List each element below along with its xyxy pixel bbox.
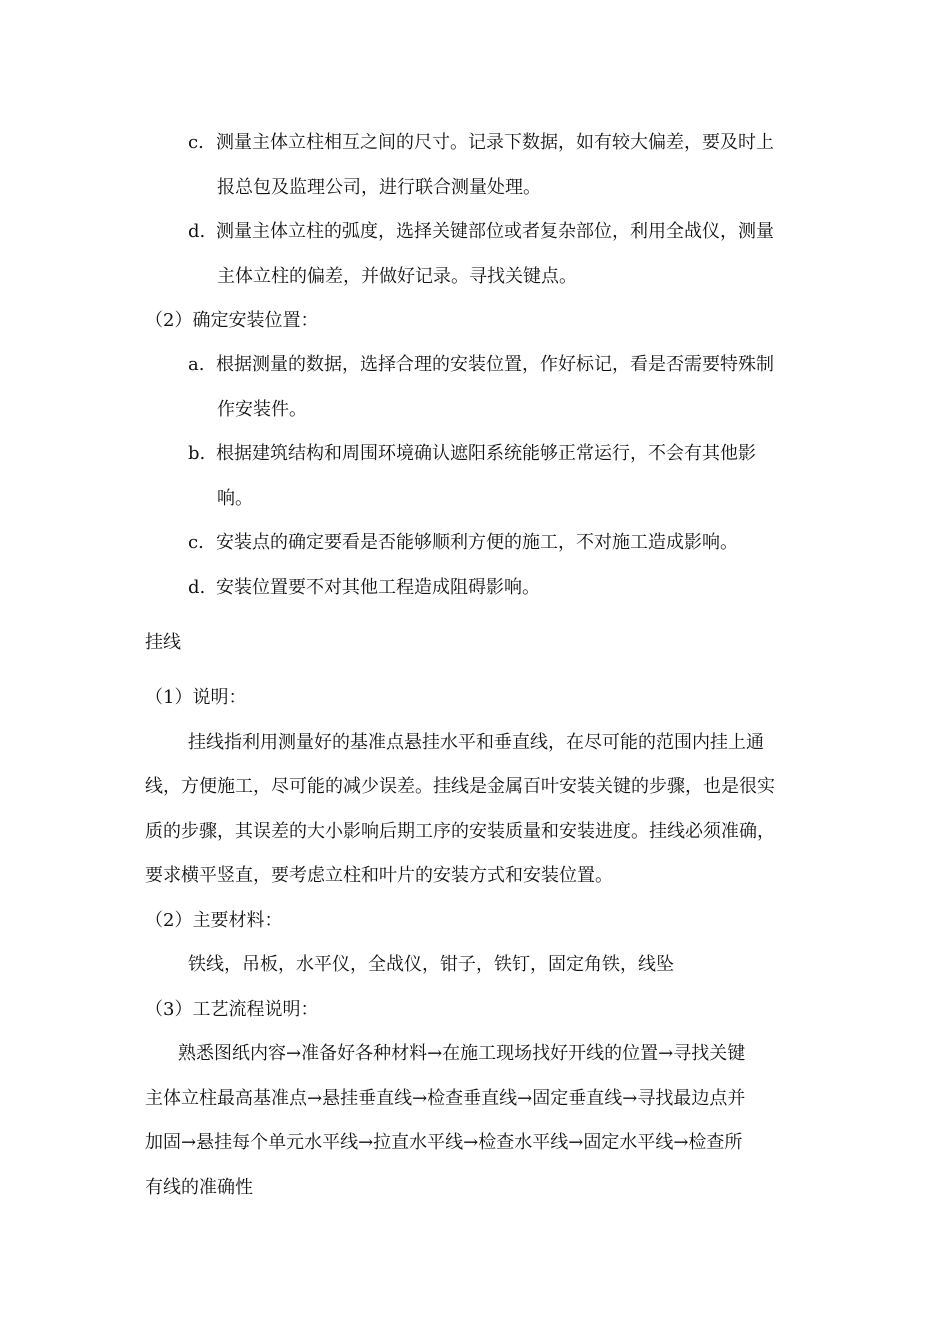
survey-item-c-continuation: 报总包及监理公司，进行联合测量处理。 <box>217 177 541 198</box>
position-item-a <box>188 353 774 377</box>
position-item-a-continuation: 作安装件。 <box>217 399 307 420</box>
survey-item-d-text: 测量主体立柱的弧度，选择关键部位或者复杂部位，利用全战仪，测量 <box>216 221 774 242</box>
position-item-b-text: 根据建筑结构和周围环境确认遮阳系统能够正常运行，不会有其他影 <box>216 443 756 464</box>
survey-item-d <box>188 220 774 244</box>
list-marker: c. <box>188 532 204 553</box>
list-marker: d. <box>188 221 206 242</box>
survey-item-d-continuation: 主体立柱的偏差，并做好记录。寻找关键点。 <box>217 266 577 287</box>
process-flow-line: 加固→悬挂每个单元水平线→拉直水平线→检查水平线→固定水平线→检查所 <box>145 1132 743 1153</box>
position-item-b <box>188 442 756 466</box>
materials-list: 铁线，吊板，水平仪，全战仪，钳子，铁钉，固定角铁，线坠 <box>188 954 674 975</box>
process-heading: （3）工艺流程说明： <box>145 999 319 1020</box>
process-flow-line: 熟悉图纸内容→准备好各种材料→在施工现场找好开线的位置→寻找关键 <box>178 1043 746 1064</box>
survey-item-c <box>188 131 774 155</box>
list-marker: b. <box>188 443 206 464</box>
description-paragraph-line: 要求横平竖直，要考虑立柱和叶片的安装方式和安装位置。 <box>145 865 613 886</box>
section-title: 挂线 <box>145 632 181 653</box>
list-marker: d. <box>188 577 206 598</box>
description-heading: （1）说明： <box>145 687 247 708</box>
description-paragraph-line: 挂线指利用测量好的基准点悬挂水平和垂直线，在尽可能的范围内挂上通 <box>188 732 764 753</box>
position-item-d-text: 安装位置要不对其他工程造成阻碍影响。 <box>216 577 540 598</box>
position-heading: （2）确定安装位置： <box>145 310 319 331</box>
position-item-a-text: 根据测量的数据，选择合理的安装位置，作好标记，看是否需要特殊制 <box>216 354 774 375</box>
position-item-c <box>188 531 738 555</box>
materials-heading: （2）主要材料： <box>145 910 283 931</box>
position-item-b-continuation: 响。 <box>217 488 253 509</box>
description-paragraph-line: 线，方便施工，尽可能的减少误差。挂线是金属百叶安装关键的步骤，也是很实 <box>145 776 775 797</box>
list-marker: a. <box>188 354 205 375</box>
position-item-c-text: 安装点的确定要看是否能够顺利方便的施工，不对施工造成影响。 <box>216 532 738 553</box>
position-item-d <box>188 576 540 600</box>
description-paragraph-line: 质的步骤，其误差的大小影响后期工序的安装质量和安装进度。挂线必须准确， <box>145 821 775 842</box>
survey-item-c-text: 测量主体立柱相互之间的尺寸。记录下数据，如有较大偏差，要及时上 <box>216 132 774 153</box>
process-flow-line: 有线的准确性 <box>145 1177 253 1198</box>
process-flow-line: 主体立柱最高基准点→悬挂垂直线→检查垂直线→固定垂直线→寻找最边点并 <box>145 1088 746 1109</box>
list-marker: c. <box>188 132 204 153</box>
